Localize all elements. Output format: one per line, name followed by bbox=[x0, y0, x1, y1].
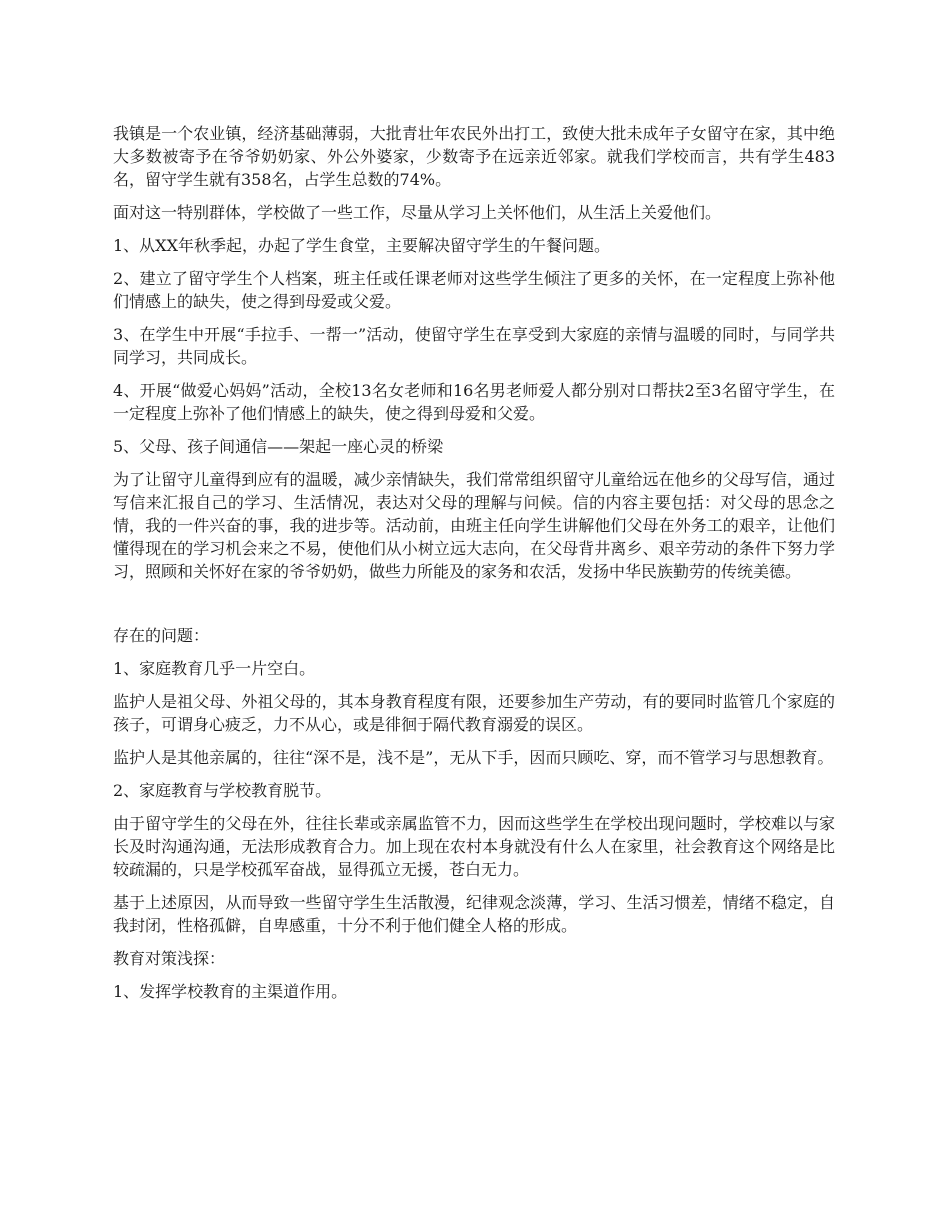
consequence-paragraph: 基于上述原因，从而导致一些留守学生生活散漫，纪律观念淡薄，学习、生活习惯差，情绪不稳定，自我封闭，性格孤僻，自卑感重，十分不利于他们健全人格的形成。 bbox=[113, 893, 835, 935]
intro-paragraph: 我镇是一个农业镇，经济基础薄弱，大批青壮年农民外出打工，致使大批未成年子女留守在家，其中绝大多数被寄予在爷爷奶奶家、外公外婆家，少数寄予在远亲近邻家。就我们学校而言，共有学生483名，留守学生就有358名，占学生总数的74%。 bbox=[113, 124, 835, 189]
disconnect-paragraph: 由于留守学生的父母在外，往往长辈或亲属监管不力，因而这些学生在学校出现问题时，学校难以与家长及时沟通沟通，无法形成教育合力。加上现在农村本身就没有什么人在家里，社会教育这个网络是比较疏漏的，只是学校孤军奋战，显得孤立无援，苍白无力。 bbox=[113, 814, 835, 879]
document-body bbox=[113, 122, 835, 1013]
measure-item-2: 2、建立了留守学生个人档案，班主任或任课老师对这些学生倾注了更多的关怀，在一定程度上弥补他们情感上的缺失，使之得到母爱或父爱。 bbox=[113, 269, 835, 311]
section-spacer bbox=[113, 593, 835, 624]
problem-item-2: 2、家庭教育与学校教育脱节。 bbox=[113, 781, 332, 800]
grandparent-guardian-paragraph: 监护人是祖父母、外祖父母的，其本身教育程度有限，还要参加生产劳动，有的要同时监管几个家庭的孩子，可谓身心疲乏，力不从心，或是徘徊于隔代教育溺爱的误区。 bbox=[113, 692, 835, 734]
school-work-paragraph: 面对这一特别群体，学校做了一些工作，尽量从学习上关怀他们，从生活上关爱他们。 bbox=[113, 203, 722, 222]
measure-item-5: 5、父母、孩子间通信——架起一座心灵的桥梁 bbox=[113, 437, 444, 456]
measure-item-3: 3、在学生中开展“手拉手、一帮一”活动，使留守学生在享受到大家庭的亲情与温暖的同时，与同学共同学习，共同成长。 bbox=[113, 325, 835, 367]
measure-item-1: 1、从XX年秋季起，办起了学生食堂，主要解决留守学生的午餐问题。 bbox=[113, 236, 610, 255]
measure-item-4: 4、开展“做爱心妈妈”活动，全校13名女老师和16名男老师爱人都分别对口帮扶2至3名留守学生，在一定程度上弥补了他们情感上的缺失，使之得到母爱和父爱。 bbox=[113, 381, 835, 423]
strategy-item-1: 1、发挥学校教育的主渠道作用。 bbox=[113, 982, 348, 1001]
problem-item-1: 1、家庭教育几乎一片空白。 bbox=[113, 659, 316, 678]
strategies-heading: 教育对策浅探： bbox=[113, 949, 226, 968]
letter-writing-paragraph: 为了让留守儿童得到应有的温暖，减少亲情缺失，我们常常组织留守儿童给远在他乡的父母写信，通过写信来汇报自己的学习、生活情况，表达对父母的理解与问候。信的内容主要包括：对父母的思念之情，我的一件兴奋的事，我的进步等。活动前，由班主任向学生讲解他们父母在外务工的艰辛，让他们懂得现在的学习机会来之不易，使他们从小树立远大志向，在父母背井离乡、艰辛劳动的条件下努力学习，照顾和关怀好在家的爷爷奶奶，做些力所能及的家务和农活，发扬中华民族勤劳的传统美德。 bbox=[113, 470, 835, 581]
relative-guardian-paragraph: 监护人是其他亲属的，往往“深不是，浅不是”，无从下手，因而只顾吃、穿，而不管学习与思想教育。 bbox=[113, 748, 834, 767]
problems-heading: 存在的问题： bbox=[113, 626, 210, 645]
